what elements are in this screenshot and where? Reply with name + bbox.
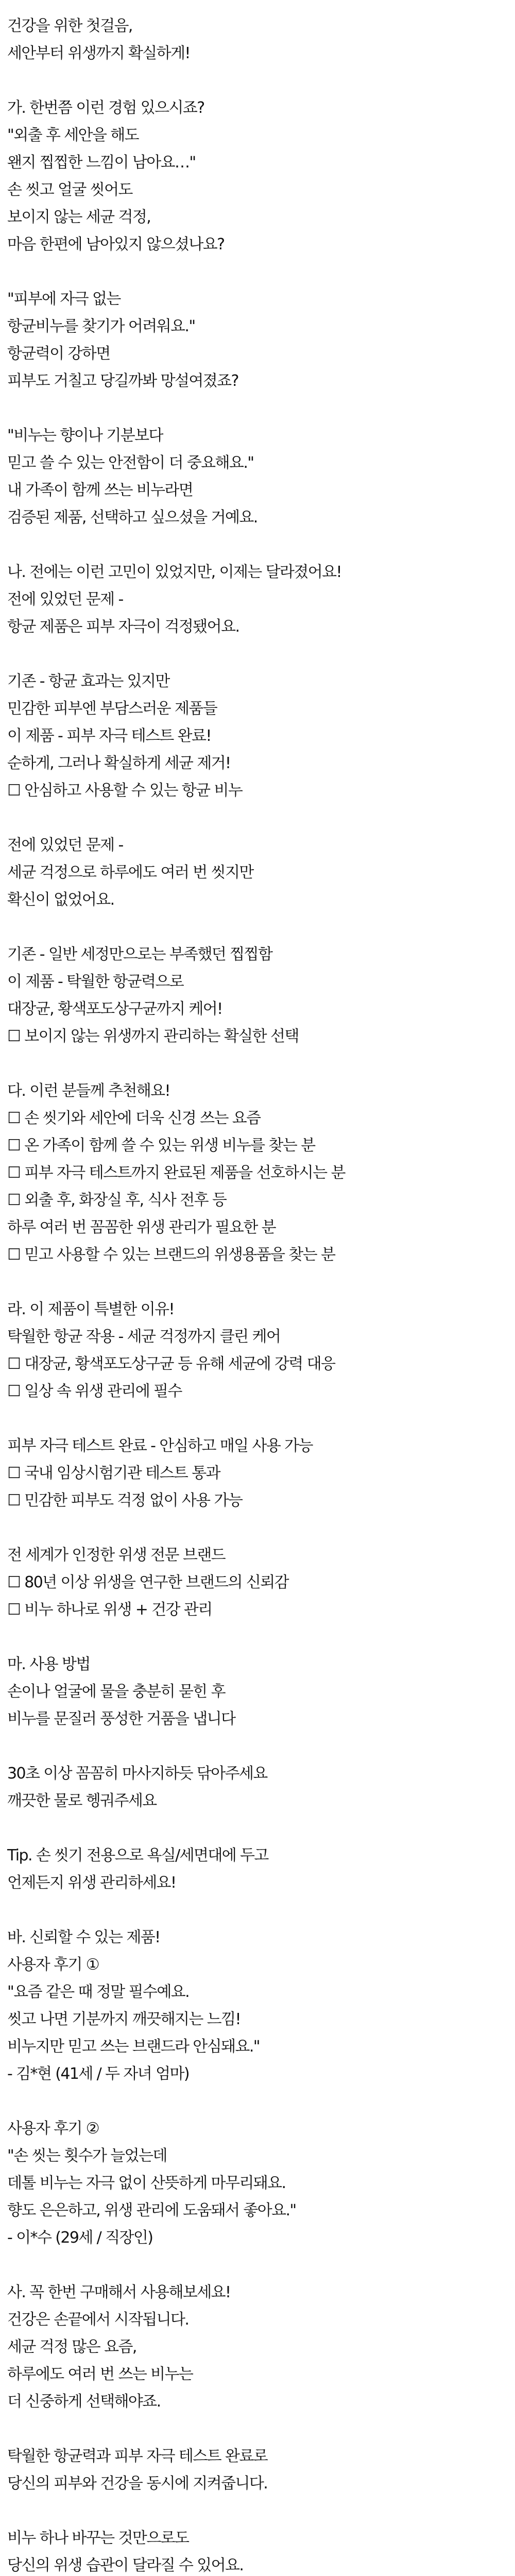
paragraph-gap — [7, 395, 515, 422]
paragraph — [7, 422, 515, 531]
paragraph-gap — [7, 913, 515, 941]
text-line: 전에 있었던 문제 - — [7, 836, 123, 854]
paragraph-gap — [7, 1405, 515, 1432]
paragraph-gap — [7, 1514, 515, 1541]
text-line: ☐ 피부 자극 테스트까지 완료된 제품을 선호하시는 분 — [7, 1164, 345, 1182]
text-line: 언제든지 위생 관리하세요! — [7, 1874, 176, 1892]
paragraph-gap — [7, 2415, 515, 2443]
paragraph — [7, 1077, 515, 1268]
paragraph-gap — [7, 1623, 515, 1651]
paragraph — [7, 12, 515, 67]
paragraph — [7, 285, 515, 395]
text-line: 비누 하나 바꾸는 것만으로도 — [7, 2529, 189, 2547]
paragraph-gap — [7, 258, 515, 285]
paragraph-gap — [7, 1733, 515, 1760]
text-line: - 이*수 (29세 / 직장인) — [7, 2229, 153, 2247]
paragraph-gap — [7, 2497, 515, 2524]
paragraph — [7, 832, 515, 913]
paragraph — [7, 2279, 515, 2415]
text-line: 데톨 비누는 자극 없이 산뜻하게 마무리돼요. — [7, 2174, 286, 2192]
paragraph — [7, 2115, 515, 2251]
text-line: 사용자 후기 ① — [7, 1956, 99, 1974]
text-line: 피부 자극 테스트 완료 - 안심하고 매일 사용 가능 — [7, 1437, 313, 1455]
paragraph-gap — [7, 67, 515, 94]
paragraph-gap — [7, 2251, 515, 2279]
text-line: 가. 한번쯤 이런 경험 있으시죠? — [7, 99, 204, 117]
text-line: 기존 - 일반 세정만으로는 부족했던 찝찝함 — [7, 945, 272, 963]
text-line: ☐ 국내 임상시험기관 테스트 통과 — [7, 1464, 220, 1482]
text-line: 피부도 거칠고 당길까봐 망설여졌죠? — [7, 372, 238, 390]
text-line: ☐ 외출 후, 화장실 후, 식사 전후 등 — [7, 1191, 227, 1209]
text-line: 하루 여러 번 꼼꼼한 위생 관리가 필요한 분 — [7, 1218, 276, 1236]
paragraph — [7, 1924, 515, 2088]
text-line: 민감한 피부엔 부담스러운 제품들 — [7, 700, 217, 718]
text-line: 사용자 후기 ② — [7, 2120, 99, 2138]
paragraph-gap — [7, 1896, 515, 1924]
text-line: 사. 꼭 한번 구매해서 사용해보세요! — [7, 2283, 231, 2301]
text-line: 탁월한 항균력과 피부 자극 테스트 완료로 — [7, 2447, 268, 2465]
text-line: ☐ 비누 하나로 위생 + 건강 관리 — [7, 1601, 212, 1619]
text-line: 세균 걱정으로 하루에도 여러 번 씻지만 — [7, 863, 253, 882]
text-line: ☐ 80년 이상 위생을 연구한 브랜드의 신뢰감 — [7, 1573, 288, 1591]
text-line: 항균력이 강하면 — [7, 345, 110, 363]
paragraph — [7, 1296, 515, 1405]
text-line: 건강은 손끝에서 시작됩니다. — [7, 2311, 189, 2329]
text-line: 당신의 위생 습관이 달라질 수 있어요. — [7, 2556, 244, 2574]
text-line: 씻고 나면 기분까지 깨끗해지는 느낌! — [7, 2010, 241, 2028]
text-line: 손 씻고 얼굴 씻어도 — [7, 181, 132, 199]
paragraph — [7, 941, 515, 1050]
paragraph-gap — [7, 1815, 515, 1842]
paragraph — [7, 558, 515, 640]
paragraph — [7, 2443, 515, 2497]
text-line: ☐ 믿고 사용할 수 있는 브랜드의 위생용품을 찾는 분 — [7, 1246, 335, 1264]
text-line: "손 씻는 횟수가 늘었는데 — [7, 2147, 167, 2165]
paragraph-gap — [7, 1050, 515, 1077]
paragraph — [7, 1760, 515, 1815]
text-line: 손이나 얼굴에 물을 충분히 묻힌 후 — [7, 1683, 226, 1701]
text-line: ☐ 안심하고 사용할 수 있는 항균 비누 — [7, 782, 243, 800]
paragraph-gap — [7, 640, 515, 668]
text-line: ☐ 손 씻기와 세안에 더욱 신경 쓰는 요즘 — [7, 1109, 261, 1127]
text-line: 당신의 피부와 건강을 동시에 지켜줍니다. — [7, 2475, 268, 2493]
text-line: 이 제품 - 피부 자극 테스트 완료! — [7, 727, 211, 745]
paragraph-gap — [7, 531, 515, 558]
text-line: 확신이 없었어요. — [7, 891, 114, 909]
text-line: 항균 제품은 피부 자극이 걱정됐어요. — [7, 618, 239, 636]
text-line: 세안부터 위생까지 확실하게! — [7, 44, 190, 62]
text-line: 세균 걱정 많은 요즘, — [7, 2338, 136, 2356]
text-line: "요즘 같은 때 정말 필수예요. — [7, 1983, 190, 2001]
text-line: ☐ 대장균, 황색포도상구균 등 유해 세균에 강력 대응 — [7, 1355, 335, 1373]
paragraph — [7, 1432, 515, 1514]
text-line: "외출 후 세안을 해도 — [7, 126, 139, 144]
paragraph-gap — [7, 804, 515, 832]
text-line: 검증된 제품, 선택하고 싶으셨을 거예요. — [7, 509, 258, 527]
text-line: 마. 사용 방법 — [7, 1655, 90, 1673]
text-line: 내 가족이 함께 쓰는 비누라면 — [7, 481, 193, 499]
text-line: 건강을 위한 첫걸음, — [7, 17, 132, 35]
text-line: 항균비누를 찾기가 어려워요." — [7, 317, 195, 335]
text-line: 대장균, 황색포도상구균까지 케어! — [7, 1000, 222, 1018]
paragraph-gap — [7, 2088, 515, 2115]
paragraph — [7, 1651, 515, 1733]
text-line: - 김*현 (41세 / 두 자녀 엄마) — [7, 2065, 189, 2083]
text-line: 라. 이 제품이 특별한 이유! — [7, 1300, 174, 1318]
text-line: 전에 있었던 문제 - — [7, 590, 123, 608]
text-line: 왠지 찝찝한 느낌이 남아요…" — [7, 154, 196, 172]
text-line: Tip. 손 씻기 전용으로 욕실/세면대에 두고 — [7, 1846, 268, 1865]
text-line: ☐ 온 가족이 함께 쓸 수 있는 위생 비누를 찾는 분 — [7, 1137, 315, 1155]
paragraph-gap — [7, 1268, 515, 1296]
text-line: ☐ 일상 속 위생 관리에 필수 — [7, 1382, 182, 1400]
text-line: "피부에 자극 없는 — [7, 290, 121, 308]
paragraph — [7, 1541, 515, 1623]
text-line: 깨끗한 물로 헹궈주세요 — [7, 1792, 157, 1810]
paragraph — [7, 2524, 515, 2576]
text-line: 탁월한 항균 작용 - 세균 걱정까지 클린 케어 — [7, 1328, 281, 1346]
text-line: "비누는 향이나 기분보다 — [7, 427, 163, 445]
text-line: 비누지만 믿고 쓰는 브랜드라 안심돼요." — [7, 2038, 260, 2056]
text-line: ☐ 보이지 않는 위생까지 관리하는 확실한 선택 — [7, 1027, 299, 1045]
text-line: 더 신중하게 선택해야죠. — [7, 2393, 161, 2411]
text-line: 순하게, 그러나 확실하게 세균 제거! — [7, 754, 231, 772]
text-line: ☐ 민감한 피부도 걱정 없이 사용 가능 — [7, 1492, 243, 1510]
text-line: 기존 - 항균 효과는 있지만 — [7, 672, 169, 690]
text-line: 믿고 쓸 수 있는 안전함이 더 중요해요." — [7, 454, 254, 472]
paragraph — [7, 1842, 515, 1896]
text-line: 이 제품 - 탁월한 항균력으로 — [7, 973, 184, 991]
paragraph — [7, 668, 515, 804]
text-line: 마음 한편에 남아있지 않으셨나요? — [7, 235, 225, 253]
text-line: 바. 신뢰할 수 있는 제품! — [7, 1928, 160, 1946]
text-line: 비누를 문질러 풍성한 거품을 냅니다 — [7, 1710, 235, 1728]
text-line: 30초 이상 꼼꼼히 마사지하듯 닦아주세요 — [7, 1765, 267, 1783]
text-line: 다. 이런 분들께 추천해요! — [7, 1082, 170, 1100]
text-line: 전 세계가 인정한 위생 전문 브랜드 — [7, 1546, 226, 1564]
text-line: 나. 전에는 이런 고민이 있었지만, 이제는 달라졌어요! — [7, 563, 341, 581]
text-line: 보이지 않는 세균 걱정, — [7, 208, 151, 226]
paragraph — [7, 94, 515, 258]
text-line: 하루에도 여러 번 쓰는 비누는 — [7, 2365, 193, 2383]
text-line: 향도 은은하고, 위생 관리에 도움돼서 좋아요." — [7, 2201, 296, 2219]
